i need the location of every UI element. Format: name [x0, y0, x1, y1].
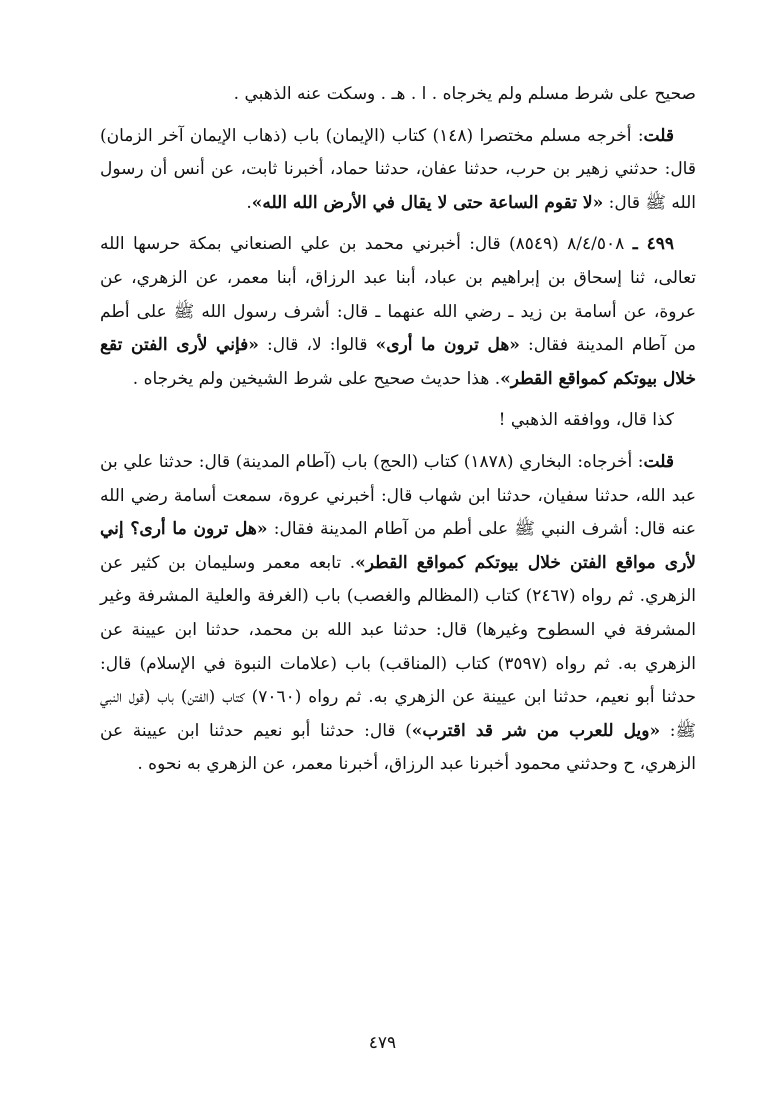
paragraph-text: ) قال: حدثنا أبو نعيم حدثنا ابن عيينة عن الزهري، ح وحدثني محمود أخبرنا عبد الرزاق، أخبرنا معمر، عن الزهري به نحوه .: [100, 720, 696, 775]
paragraph-text: : أخرجاه: البخاري (١٨٧٨) كتاب (الحج) باب (آطام المدينة) قال: حدثنا علي بن عبد الله، حدثنا سفيان، حدثنا ابن شهاب قال: أخبرني عروة، سمعت أسامة رضي الله عنه قال: أشرف النبي ﷺ على أطم من آطام المدينة فقال:: [100, 451, 696, 540]
paragraph-text: صحيح على شرط مسلم ولم يخرجاه . ا . هـ . وسكت عنه الذهبي .: [233, 84, 696, 104]
hadith-quote: «فإني لأرى الفتن تقع خلال بيوتكم كمواقع القطر»: [100, 335, 696, 389]
paragraph-text: . تابعه معمر وسليمان بن كثير عن الزهري. ثم رواه (٢٤٦٧) كتاب (المظالم والغصب) باب (الغرفة والعلية المشرفة وغير المشرفة في السطوح وغيرها) قال: حدثنا عبد الله بن محمد، حدثنا ابن عيينة عن الزهري به. ثم رواه (٣٥٩٧) كتاب (المناقب) باب (علامات النبوة في الإسلام) قال: حدثنا أبو نعيم، حدثنا ابن عيينة عن الزهري به. ثم رواه (٧٠٦٠) كتاب (الفتن) باب (قول النبي ﷺ:: [100, 552, 697, 741]
paragraph-2: [100, 120, 696, 221]
paragraph-text: .: [246, 192, 252, 213]
paragraph-text: ٨/٤/٥٠٨ (٨٥٤٩) قال: أخبرني محمد بن علي الصنعاني بمكة حرسها الله تعالى، ثنا إسحاق بن إبراهيم بن عباد، أبنا عبد الرزاق، أبنا معمر، عن الزهري، عن عروة، عن أسامة بن زيد ـ رضي الله عنهما ـ قال: أشرف رسول الله ﷺ على أطم من آطام المدينة فقال:: [100, 234, 696, 356]
qult-label: قلت: [643, 125, 674, 146]
hadith-quote: «هل ترون ما أرى؟ إني لأرى مواقع الفتن خلال بيوتكم كمواقع القطر»: [100, 519, 696, 573]
paragraph-text: : أخرجه مسلم مختصرا (١٤٨) كتاب (الإيمان) باب (ذهاب الإيمان آخر الزمان) قال: حدثني زهير بن حرب، حدثنا عفان، حدثنا حماد، أخبرنا ثابت، عن أنس أن رسول الله ﷺ قال:: [100, 125, 696, 213]
paragraph-4: [100, 404, 696, 438]
paragraph-text: قالوا: لا، قال:: [258, 335, 376, 356]
hadith-quote: «ويل للعرب من شر قد اقترب»: [411, 720, 661, 741]
document-body: [100, 78, 696, 782]
hadith-quote: «هل ترون ما أرى»: [375, 335, 520, 356]
paragraph-1: [100, 78, 696, 112]
paragraph-3: [100, 228, 696, 396]
page-number: ٤٧٩: [368, 1033, 397, 1053]
hadith-number: ٤٩٩ ـ: [632, 234, 674, 255]
paragraph-text: كذا قال، ووافقه الذهبي !: [498, 410, 674, 431]
paragraph-text: . هذا حديث صحيح على شرط الشيخين ولم يخرجاه .: [132, 368, 501, 389]
paragraph-5: [100, 446, 696, 782]
qult-label: قلت: [643, 451, 674, 472]
hadith-quote: «لا تقوم الساعة حتى لا يقال في الأرض الله الله»: [251, 192, 604, 213]
